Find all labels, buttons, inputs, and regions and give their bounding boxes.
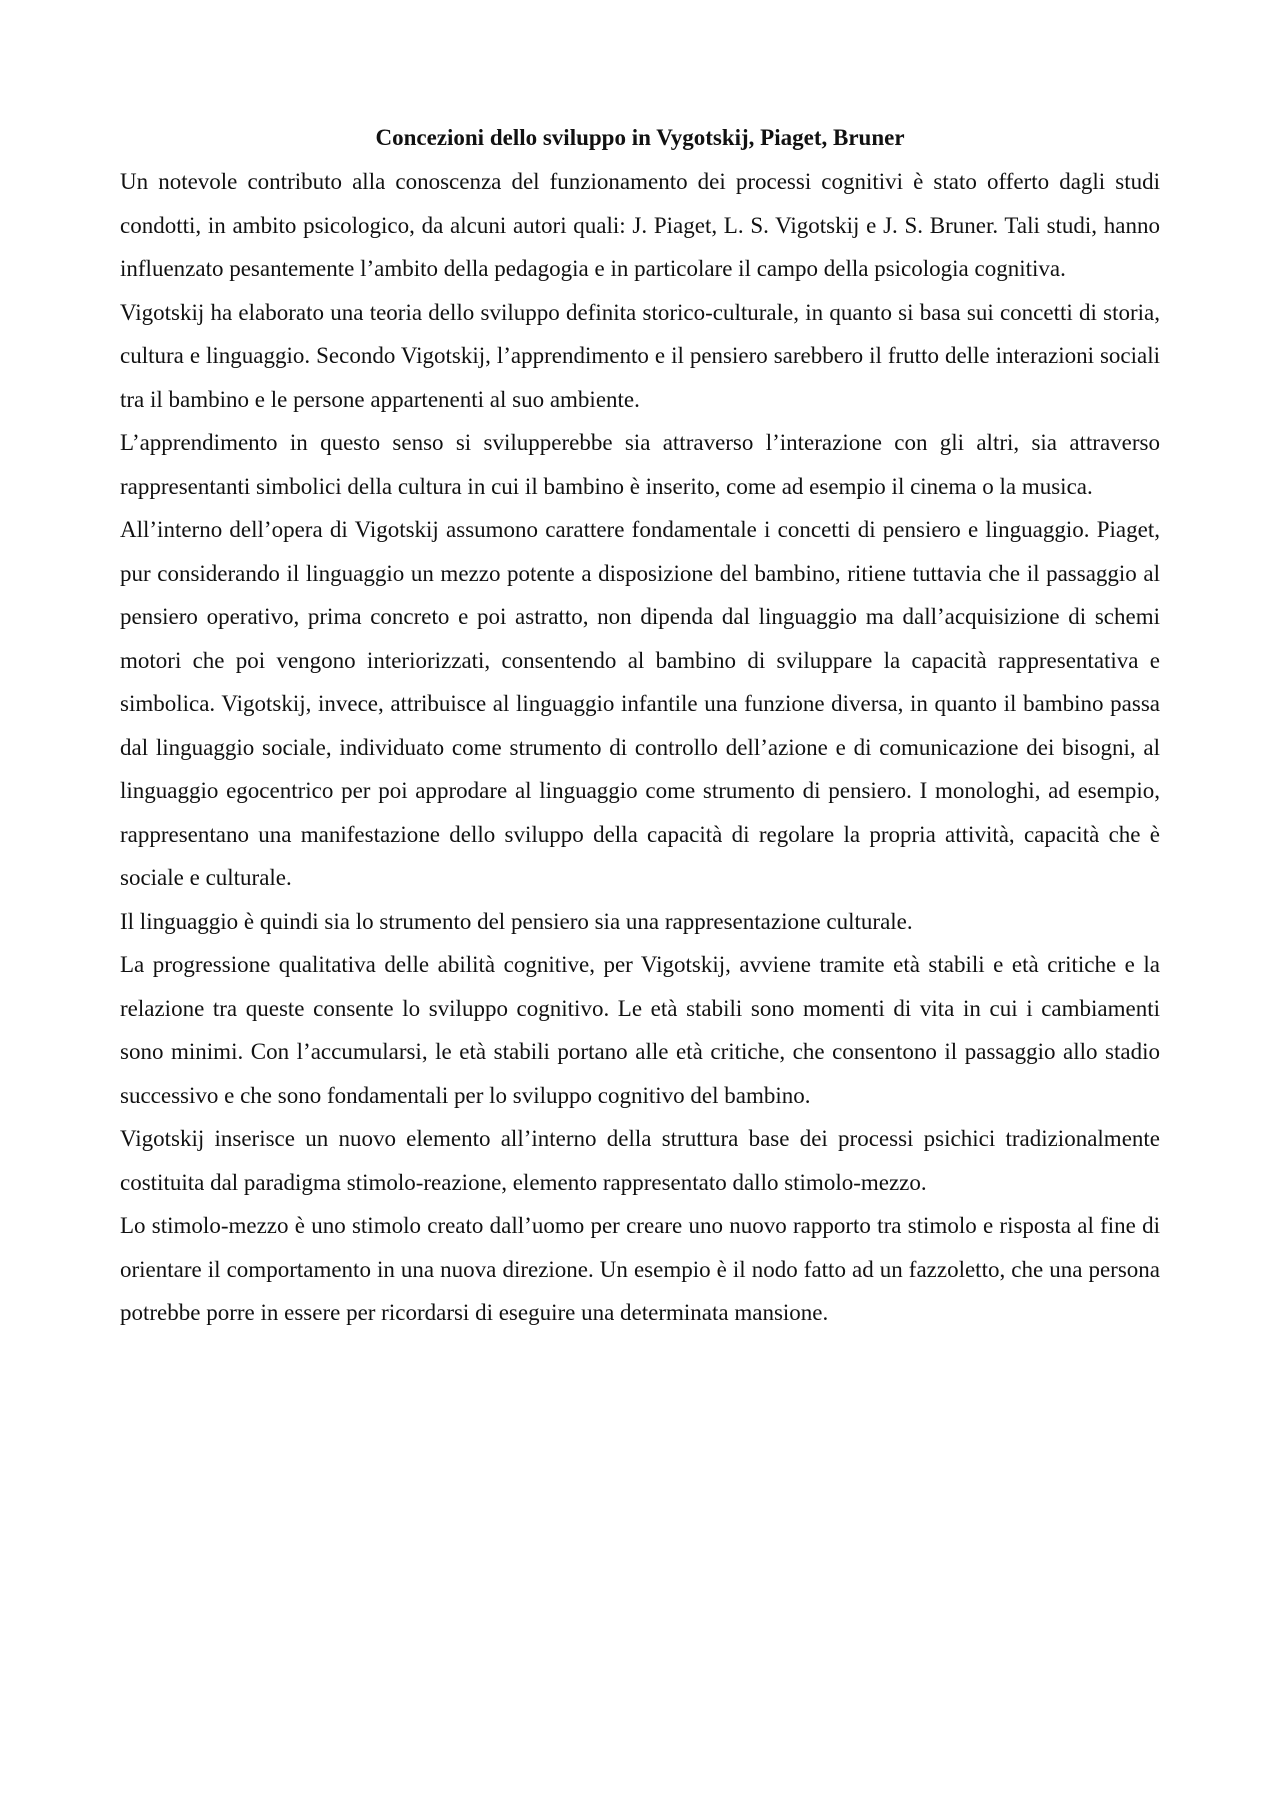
paragraph-7: Vigotskij inserisce un nuovo elemento all’interno della struttura base dei processi psichici tradizionalmente costituita dal paradigma stimolo-reazione, elemento rappresentato dallo stimolo-mezzo. bbox=[120, 1126, 1160, 1195]
paragraph-8: Lo stimolo-mezzo è uno stimolo creato dall’uomo per creare uno nuovo rapporto tra stimolo e risposta al fine di orientare il comportamento in una nuova direzione. Un esempio è il nodo fatto ad un fazzoletto, che una persona potrebbe porre in essere per ricordarsi di eseguire una determinata mansione. bbox=[120, 1213, 1160, 1325]
paragraph-3: L’apprendimento in questo senso si svilupperebbe sia attraverso l’interazione con gli altri, sia attraverso rappresentanti simbolici della cultura in cui il bambino è inserito, come ad esempio il cinema o la musica. bbox=[120, 430, 1160, 499]
paragraph-4: All’interno dell’opera di Vigotskij assumono carattere fondamentale i concetti di pensiero e linguaggio. Piaget, pur considerando il linguaggio un mezzo potente a disposizione del bambino, ritiene tuttavia che il passaggio al pensiero operativo, prima concreto e poi astratto, non dipenda dal linguaggio ma dall’acquisizione di schemi motori che poi vengono interiorizzati, consentendo al bambino di sviluppare la capacità rappresentativa e simbolica. Vigotskij, invece, attribuisce al linguaggio infantile una funzione diversa, in quanto il bambino passa dal linguaggio sociale, individuato come strumento di controllo dell’azione e di comunicazione dei bisogni, al linguaggio egocentrico per poi approdare al linguaggio come strumento di pensiero. I monologhi, ad esempio, rappresentano una manifestazione dello sviluppo della capacità di regolare la propria attività, capacità che è sociale e culturale. bbox=[120, 517, 1160, 890]
paragraph-2: Vigotskij ha elaborato una teoria dello sviluppo definita storico-culturale, in quanto si basa sui concetti di storia, cultura e linguaggio. Secondo Vigotskij, l’apprendimento e il pensiero sarebbero il frutto delle interazioni sociali tra il bambino e le persone appartenenti al suo ambiente. bbox=[120, 299, 1160, 412]
paragraph-6: La progressione qualitativa delle abilità cognitive, per Vigotskij, avviene tramite età stabili e età critiche e la relazione tra queste consente lo sviluppo cognitivo. Le età stabili sono momenti di vita in cui i cambiamenti sono minimi. Con l’accumularsi, le età stabili portano alle età critiche, che consentono il passaggio allo stadio successivo e che sono fondamentali per lo sviluppo cognitivo del bambino. bbox=[120, 952, 1160, 1108]
paragraph-1: Un notevole contributo alla conoscenza del funzionamento dei processi cognitivi è stato offerto dagli studi condotti, in ambito psicologico, da alcuni autori quali: J. Piaget, L. S. Vigotskij e J. S. Bruner. Tali studi, hanno influenzato pesantemente l’ambito della pedagogia e in particolare il campo della psicologia cognitiva. bbox=[120, 169, 1160, 281]
document-page bbox=[120, 118, 1160, 1335]
document-title: Concezioni dello sviluppo in Vygotskij, Piaget, Bruner bbox=[375, 125, 905, 150]
paragraph-5: Il linguaggio è quindi sia lo strumento del pensiero sia una rappresentazione culturale. bbox=[120, 908, 913, 934]
